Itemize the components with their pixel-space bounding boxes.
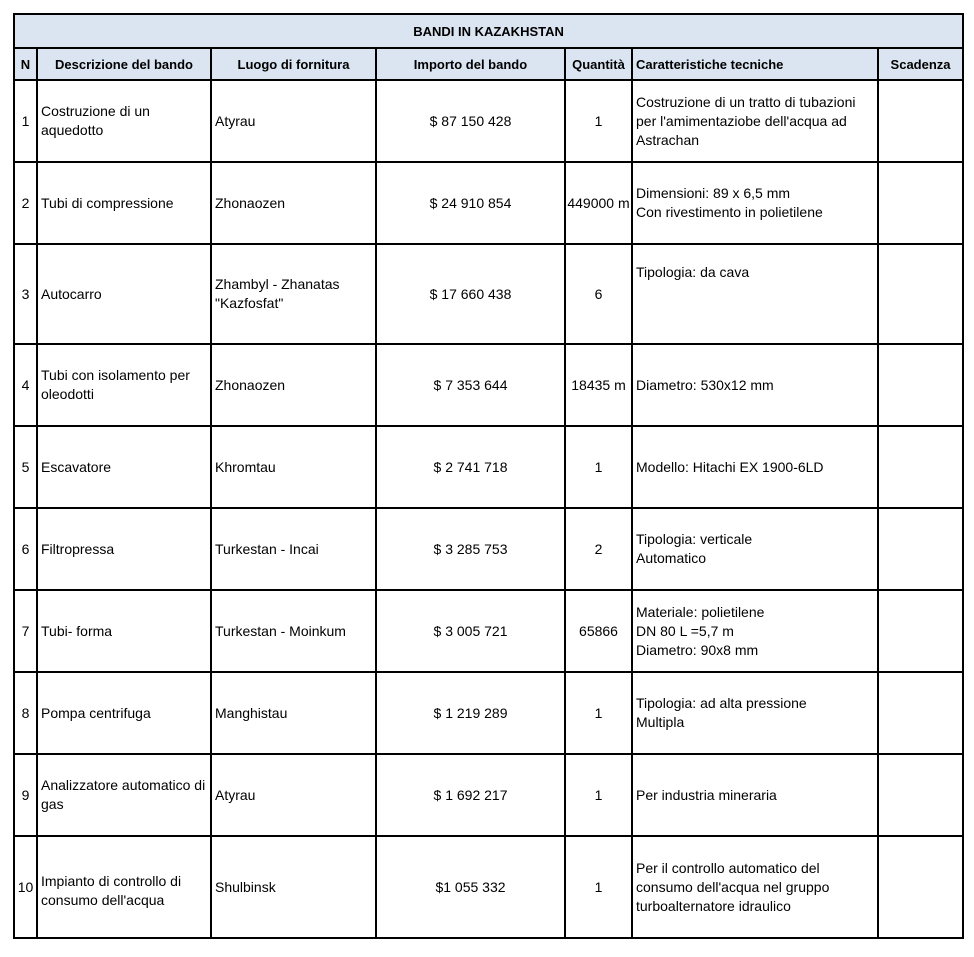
cell-descrizione: Autocarro [37,244,211,344]
cell-caratteristiche: Tipologia: ad alta pressione Multipla [632,672,878,754]
cell-n: 7 [14,590,37,672]
cell-quantita: 1 [565,426,632,508]
cell-n: 6 [14,508,37,590]
header-luogo: Luogo di fornitura [211,48,376,80]
tenders-table [13,13,964,939]
cell-caratteristiche: Modello: Hitachi EX 1900-6LD [632,426,878,508]
cell-luogo: Zhambyl - Zhanatas "Kazfosfat" [211,244,376,344]
cell-caratteristiche: Tipologia: da cava [632,244,878,344]
header-importo: Importo del bando [376,48,565,80]
cell-luogo: Atyrau [211,80,376,162]
cell-quantita: 2 [565,508,632,590]
cell-importo: $ 3 005 721 [376,590,565,672]
cell-luogo: Shulbinsk [211,836,376,938]
cell-luogo: Zhonaozen [211,162,376,244]
cell-luogo: Turkestan - Moinkum [211,590,376,672]
cell-descrizione: Escavatore [37,426,211,508]
cell-luogo: Turkestan - Incai [211,508,376,590]
cell-descrizione: Tubi con isolamento per oleodotti [37,344,211,426]
cell-scadenza [878,344,963,426]
cell-n: 9 [14,754,37,836]
cell-n: 5 [14,426,37,508]
cell-n: 1 [14,80,37,162]
cell-importo: $ 2 741 718 [376,426,565,508]
cell-quantita: 1 [565,754,632,836]
table-row [14,426,963,508]
cell-importo: $ 7 353 644 [376,344,565,426]
cell-descrizione: Tubi di compressione [37,162,211,244]
cell-luogo: Atyrau [211,754,376,836]
cell-descrizione: Costruzione di un aquedotto [37,80,211,162]
cell-descrizione: Impianto di controllo di consumo dell'acqua [37,836,211,938]
table-row [14,162,963,244]
cell-descrizione: Pompa centrifuga [37,672,211,754]
table-row [14,508,963,590]
table-row [14,672,963,754]
header-n: N [14,48,37,80]
table-row [14,590,963,672]
cell-scadenza [878,426,963,508]
cell-caratteristiche: Materiale: polietilene DN 80 L =5,7 m Diametro: 90x8 mm [632,590,878,672]
cell-n: 3 [14,244,37,344]
cell-caratteristiche: Per industria mineraria [632,754,878,836]
cell-quantita: 1 [565,836,632,938]
cell-n: 8 [14,672,37,754]
table-row [14,244,963,344]
cell-quantita: 18435 m [565,344,632,426]
cell-scadenza [878,754,963,836]
table-row [14,80,963,162]
header-scadenza: Scadenza [878,48,963,80]
cell-scadenza [878,244,963,344]
cell-caratteristiche: Tipologia: verticale Automatico [632,508,878,590]
cell-n: 2 [14,162,37,244]
cell-importo: $ 24 910 854 [376,162,565,244]
table-row [14,344,963,426]
cell-scadenza [878,508,963,590]
header-quantita: Quantità [565,48,632,80]
cell-scadenza [878,836,963,938]
cell-importo: $1 055 332 [376,836,565,938]
cell-luogo: Manghistau [211,672,376,754]
cell-quantita: 65866 [565,590,632,672]
cell-caratteristiche: Diametro: 530x12 mm [632,344,878,426]
cell-luogo: Zhonaozen [211,344,376,426]
cell-importo: $ 1 219 289 [376,672,565,754]
cell-caratteristiche: Dimensioni: 89 x 6,5 mm Con rivestimento in polietilene [632,162,878,244]
table-title: BANDI IN KAZAKHSTAN [14,14,963,48]
cell-n: 4 [14,344,37,426]
cell-quantita: 6 [565,244,632,344]
cell-quantita: 1 [565,80,632,162]
header-descrizione: Descrizione del bando [37,48,211,80]
cell-scadenza [878,672,963,754]
cell-luogo: Khromtau [211,426,376,508]
cell-importo: $ 1 692 217 [376,754,565,836]
table-row [14,754,963,836]
cell-importo: $ 17 660 438 [376,244,565,344]
cell-caratteristiche: Per il controllo automatico del consumo dell'acqua nel gruppo turboalternatore idraulico [632,836,878,938]
cell-scadenza [878,162,963,244]
cell-n: 10 [14,836,37,938]
cell-descrizione: Filtropressa [37,508,211,590]
table-row [14,836,963,938]
cell-scadenza [878,80,963,162]
header-row [14,48,963,80]
header-caratteristiche: Caratteristiche tecniche [632,48,878,80]
cell-caratteristiche: Costruzione di un tratto di tubazioni per l'amimentaziobe dell'acqua ad Astrachan [632,80,878,162]
cell-descrizione: Analizzatore automatico di gas [37,754,211,836]
cell-scadenza [878,590,963,672]
cell-importo: $ 87 150 428 [376,80,565,162]
cell-quantita: 449000 m [565,162,632,244]
cell-descrizione: Tubi- forma [37,590,211,672]
cell-quantita: 1 [565,672,632,754]
cell-importo: $ 3 285 753 [376,508,565,590]
